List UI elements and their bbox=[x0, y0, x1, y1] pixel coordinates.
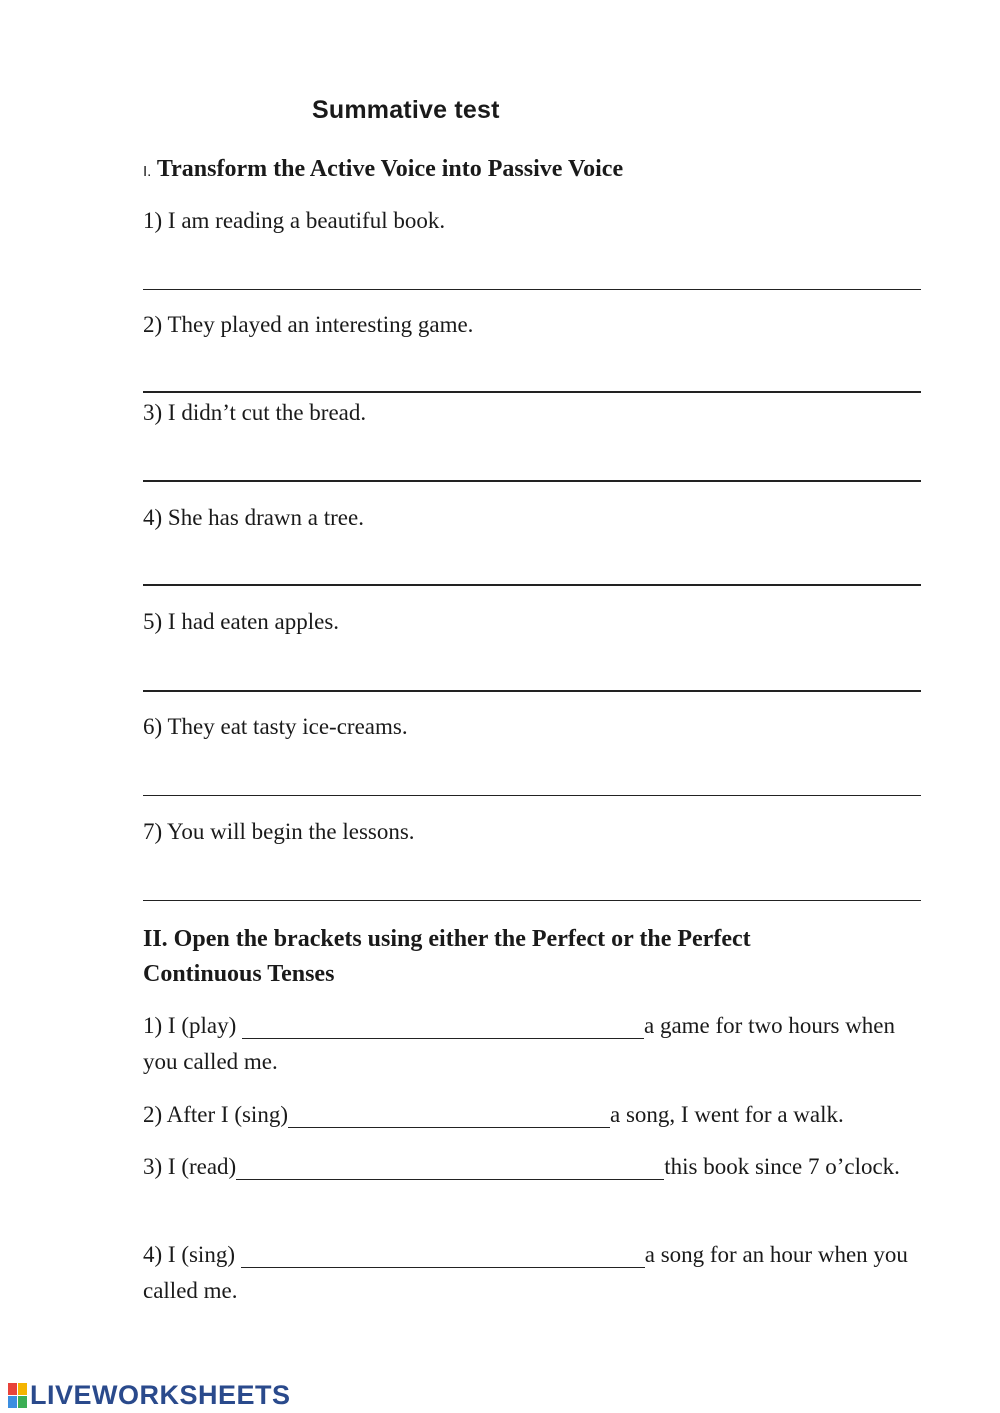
question-6: 6) They eat tasty ice-creams. bbox=[143, 714, 408, 739]
answer-line-6[interactable] bbox=[143, 795, 921, 796]
fill-item-3 bbox=[143, 1149, 933, 1185]
fill-item-2 bbox=[143, 1097, 933, 1133]
fill-blank-2[interactable] bbox=[288, 1107, 610, 1128]
liveworksheets-logo bbox=[8, 1380, 291, 1411]
section-2-heading: II. Open the brackets using either the Perfect or the Perfect Continuous Tenses bbox=[143, 926, 751, 987]
fill-item-2-after: a song, I went for a walk. bbox=[610, 1102, 844, 1127]
fill-item-1-before: 1) I (play) bbox=[143, 1013, 242, 1038]
fill-item-1-after: a game for two hours when you called me. bbox=[143, 1013, 896, 1074]
question-4: 4) She has drawn a tree. bbox=[143, 505, 364, 530]
fill-item-3-after: this book since 7 o’clock. bbox=[664, 1154, 900, 1179]
section-1-number: I. bbox=[143, 163, 152, 180]
fill-blank-1[interactable] bbox=[242, 1018, 644, 1039]
answer-line-7[interactable] bbox=[143, 900, 921, 901]
logo-block-green bbox=[18, 1396, 27, 1408]
page-title: Summative test bbox=[312, 96, 500, 124]
question-1: 1) I am reading a beautiful book. bbox=[143, 208, 446, 233]
answer-line-3[interactable] bbox=[143, 480, 921, 482]
fill-item-4 bbox=[143, 1237, 933, 1309]
fill-item-3-before: 3) I (read) bbox=[143, 1154, 237, 1179]
question-7: 7) You will begin the lessons. bbox=[143, 819, 415, 844]
logo-blocks-icon bbox=[8, 1383, 27, 1408]
logo-block-red bbox=[8, 1383, 17, 1395]
logo-block-yellow bbox=[18, 1383, 27, 1395]
fill-item-4-after: a song for an hour when you called me. bbox=[143, 1242, 908, 1303]
question-5: 5) I had eaten apples. bbox=[143, 609, 340, 634]
logo-text: LIVEWORKSHEETS bbox=[30, 1380, 291, 1410]
section-1-heading-text: Transform the Active Voice into Passive Voice bbox=[156, 156, 624, 182]
logo-block-blue bbox=[8, 1396, 17, 1408]
fill-blank-3[interactable] bbox=[236, 1159, 664, 1180]
fill-item-2-before: 2) After I (sing) bbox=[143, 1102, 288, 1127]
answer-line-2[interactable] bbox=[143, 391, 921, 393]
answer-line-5[interactable] bbox=[143, 690, 921, 692]
section-1-heading bbox=[143, 156, 623, 183]
answer-line-1[interactable] bbox=[143, 289, 921, 290]
question-2: 2) They played an interesting game. bbox=[143, 312, 474, 337]
fill-blank-4[interactable] bbox=[241, 1247, 645, 1268]
question-3: 3) I didn’t cut the bread. bbox=[143, 400, 367, 425]
answer-line-4[interactable] bbox=[143, 584, 921, 586]
fill-item-4-before: 4) I (sing) bbox=[143, 1242, 241, 1267]
fill-item-1 bbox=[143, 1008, 933, 1080]
